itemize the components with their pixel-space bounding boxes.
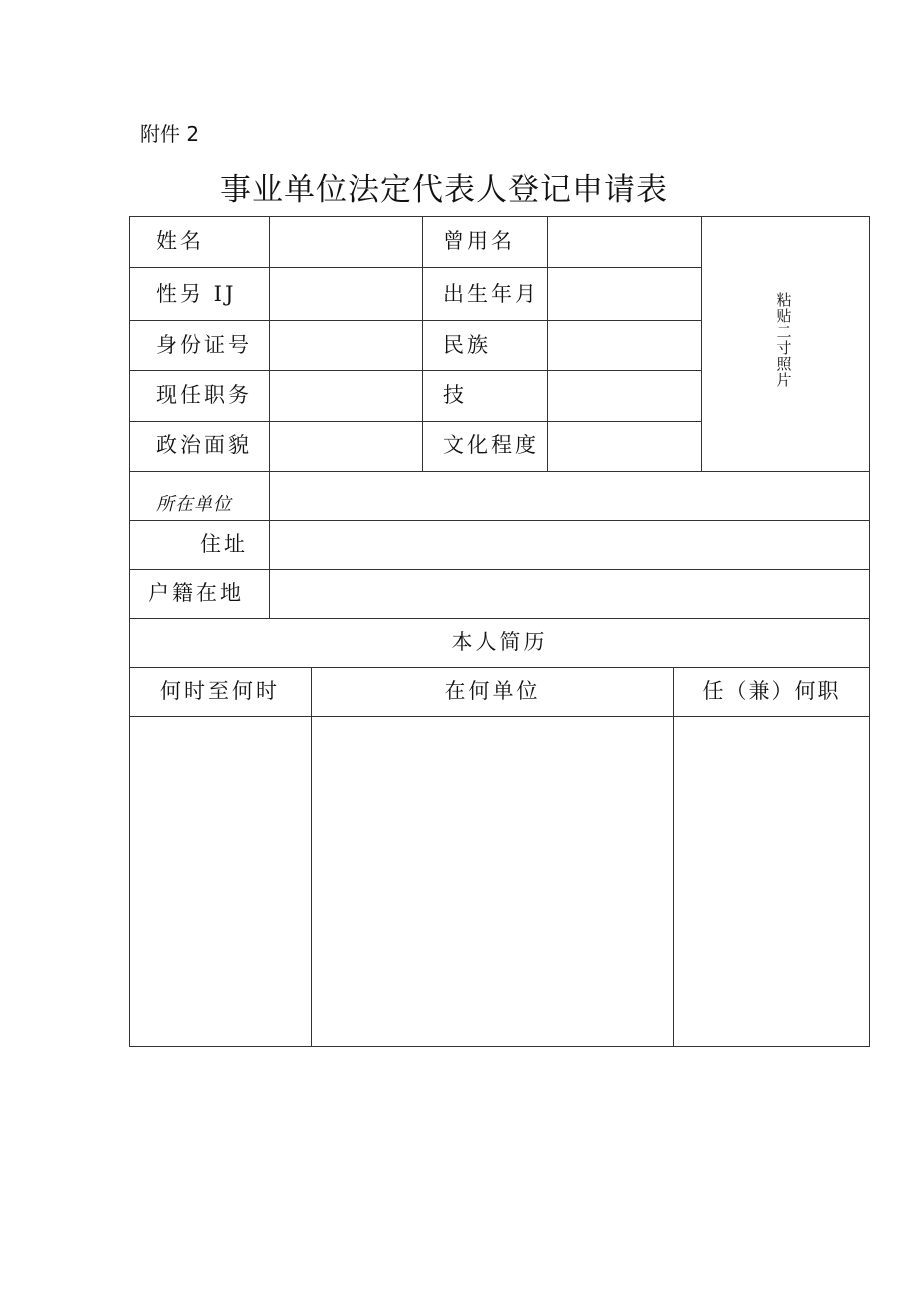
former-name-label: 曾用名 <box>443 229 515 253</box>
education-label: 文化程度 <box>443 433 539 457</box>
education-field[interactable] <box>548 422 701 471</box>
ethnicity-field[interactable] <box>548 321 701 370</box>
id-number-label: 身份证号 <box>156 333 252 357</box>
resume-position-field[interactable] <box>674 717 869 1046</box>
resume-section-title: 本人简历 <box>451 630 548 654</box>
attachment-label: 附件 2 <box>140 122 200 146</box>
resume-period-field[interactable] <box>130 717 311 1046</box>
page-title: 事业单位法定代表人登记申请表 <box>220 172 668 208</box>
address-field[interactable] <box>270 521 869 569</box>
political-status-field[interactable] <box>270 422 422 471</box>
employer-label: 所在单位 <box>156 494 232 515</box>
column-divider <box>422 216 423 472</box>
photo-placeholder-label: 粘贴二寸照片 <box>776 291 792 389</box>
name-field[interactable] <box>270 217 422 267</box>
political-status-label: 政治面貌 <box>156 433 252 457</box>
gender-label: 性另 IJ <box>156 282 237 306</box>
resume-col-employer: 在何单位 <box>444 679 541 703</box>
former-name-field[interactable] <box>548 217 701 267</box>
technical-title-label: 技 <box>443 383 467 407</box>
technical-title-field[interactable] <box>548 371 701 421</box>
employer-field[interactable] <box>270 472 869 520</box>
row-divider <box>129 667 870 668</box>
position-field[interactable] <box>270 371 422 421</box>
position-label: 现任职务 <box>156 383 252 407</box>
table-border-bottom <box>129 1046 870 1047</box>
household-registration-field[interactable] <box>270 570 869 618</box>
name-label: 姓名 <box>156 229 204 253</box>
address-label: 住址 <box>200 532 248 556</box>
gender-field[interactable] <box>270 268 422 320</box>
row-divider <box>129 618 870 619</box>
id-number-field[interactable] <box>270 321 422 370</box>
birth-field[interactable] <box>548 268 701 320</box>
birth-label: 出生年月 <box>443 282 539 306</box>
resume-col-position: 任（兼）何职 <box>702 679 841 703</box>
household-registration-label: 户籍在地 <box>148 581 244 605</box>
ethnicity-label: 民族 <box>443 333 491 357</box>
registration-form-table <box>129 216 870 1047</box>
resume-employer-field[interactable] <box>312 717 673 1046</box>
resume-col-period: 何时至何时 <box>160 679 280 703</box>
